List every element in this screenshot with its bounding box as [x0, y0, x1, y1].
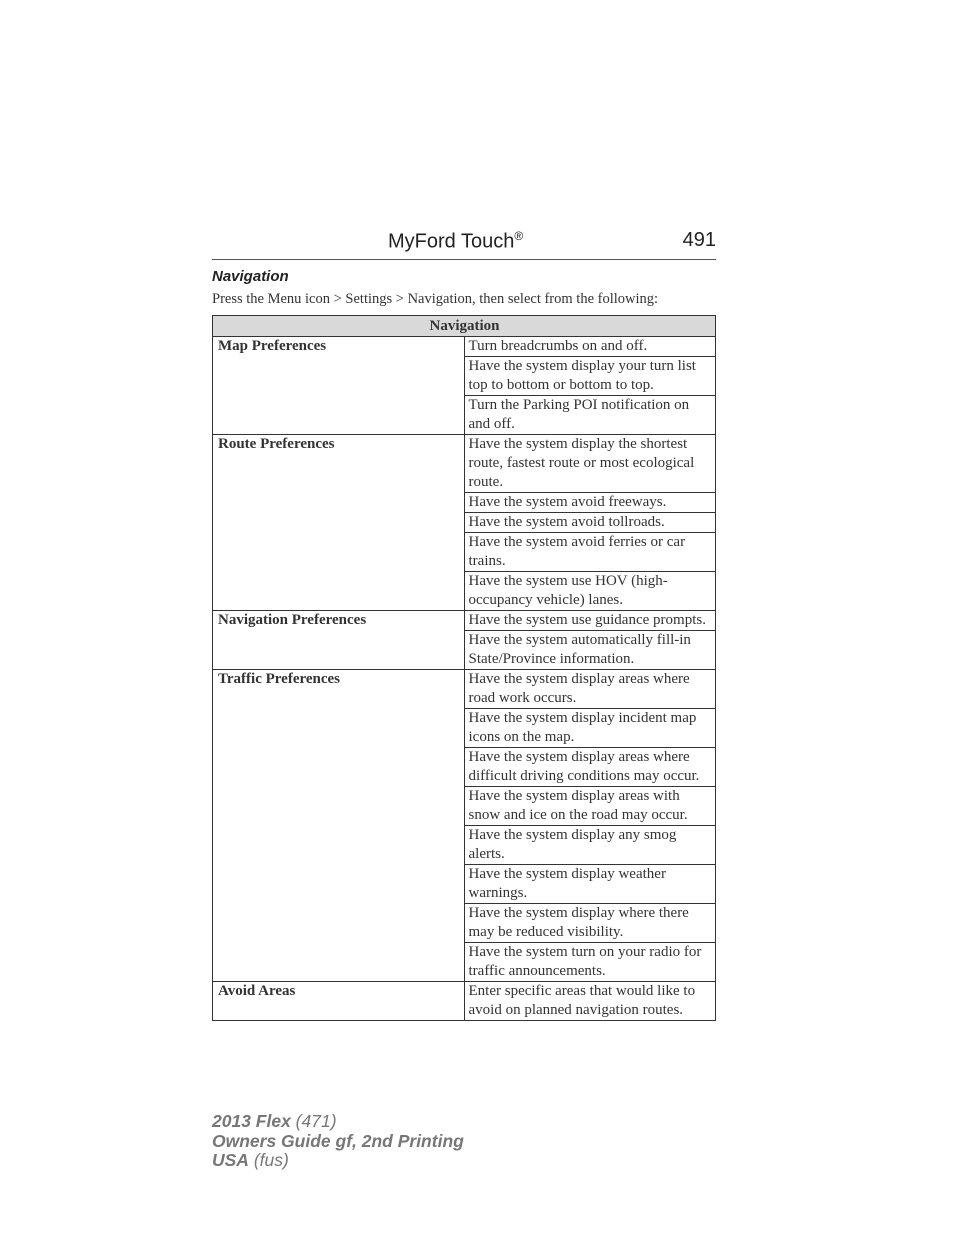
category-cell: Map Preferences: [213, 337, 465, 435]
table-row: [213, 611, 716, 631]
registered-mark: ®: [514, 229, 524, 243]
page-title: MyFord Touch®: [388, 229, 524, 253]
description-cell: Have the system turn on your radio for traffic announcements.: [464, 943, 716, 982]
footer-line-3: USA (fus): [212, 1150, 289, 1170]
description-cell: Have the system avoid ferries or car trains.: [464, 533, 716, 572]
table-header: Navigation: [213, 316, 716, 337]
page-number: 491: [682, 229, 716, 251]
description-cell: Have the system display your turn list top to bottom or bottom to top.: [464, 357, 716, 396]
description-cell: Have the system avoid tollroads.: [464, 513, 716, 533]
description-cell: Have the system avoid freeways.: [464, 493, 716, 513]
intro-text: Press the Menu icon > Settings > Navigation, then select from the following:: [212, 291, 659, 307]
category-cell: Route Preferences: [213, 435, 465, 611]
description-cell: Have the system use HOV (high-occupancy vehicle) lanes.: [464, 572, 716, 611]
table-row: [213, 670, 716, 709]
description-cell: Have the system display areas where difficult driving conditions may occur.: [464, 748, 716, 787]
description-cell: Turn the Parking POI notification on and off.: [464, 396, 716, 435]
description-cell: Have the system display any smog alerts.: [464, 826, 716, 865]
description-cell: Have the system display weather warnings.: [464, 865, 716, 904]
navigation-settings-table: [212, 315, 716, 1021]
table-row: [213, 435, 716, 493]
description-cell: Have the system display incident map icons on the map.: [464, 709, 716, 748]
category-cell: Traffic Preferences: [213, 670, 465, 982]
description-cell: Have the system automatically fill-in State/Province information.: [464, 631, 716, 670]
footer: [212, 1112, 464, 1171]
category-cell: Navigation Preferences: [213, 611, 465, 670]
footer-line-2: Owners Guide gf, 2nd Printing: [212, 1130, 464, 1151]
description-cell: Have the system display where there may be reduced visibility.: [464, 904, 716, 943]
description-cell: Have the system display areas with snow and ice on the road may occur.: [464, 787, 716, 826]
description-cell: Have the system display areas where road work occurs.: [464, 670, 716, 709]
description-cell: Have the system display the shortest route, fastest route or most ecological route.: [464, 435, 716, 493]
description-cell: Enter specific areas that would like to avoid on planned navigation routes.: [464, 982, 716, 1021]
page-header: [212, 228, 716, 260]
section-heading: Navigation: [212, 268, 289, 285]
table-row: [213, 337, 716, 357]
category-cell: Avoid Areas: [213, 982, 465, 1021]
table-row: [213, 982, 716, 1021]
description-cell: Have the system use guidance prompts.: [464, 611, 716, 631]
description-cell: Turn breadcrumbs on and off.: [464, 337, 716, 357]
footer-line-1: 2013 Flex (471): [212, 1111, 337, 1131]
